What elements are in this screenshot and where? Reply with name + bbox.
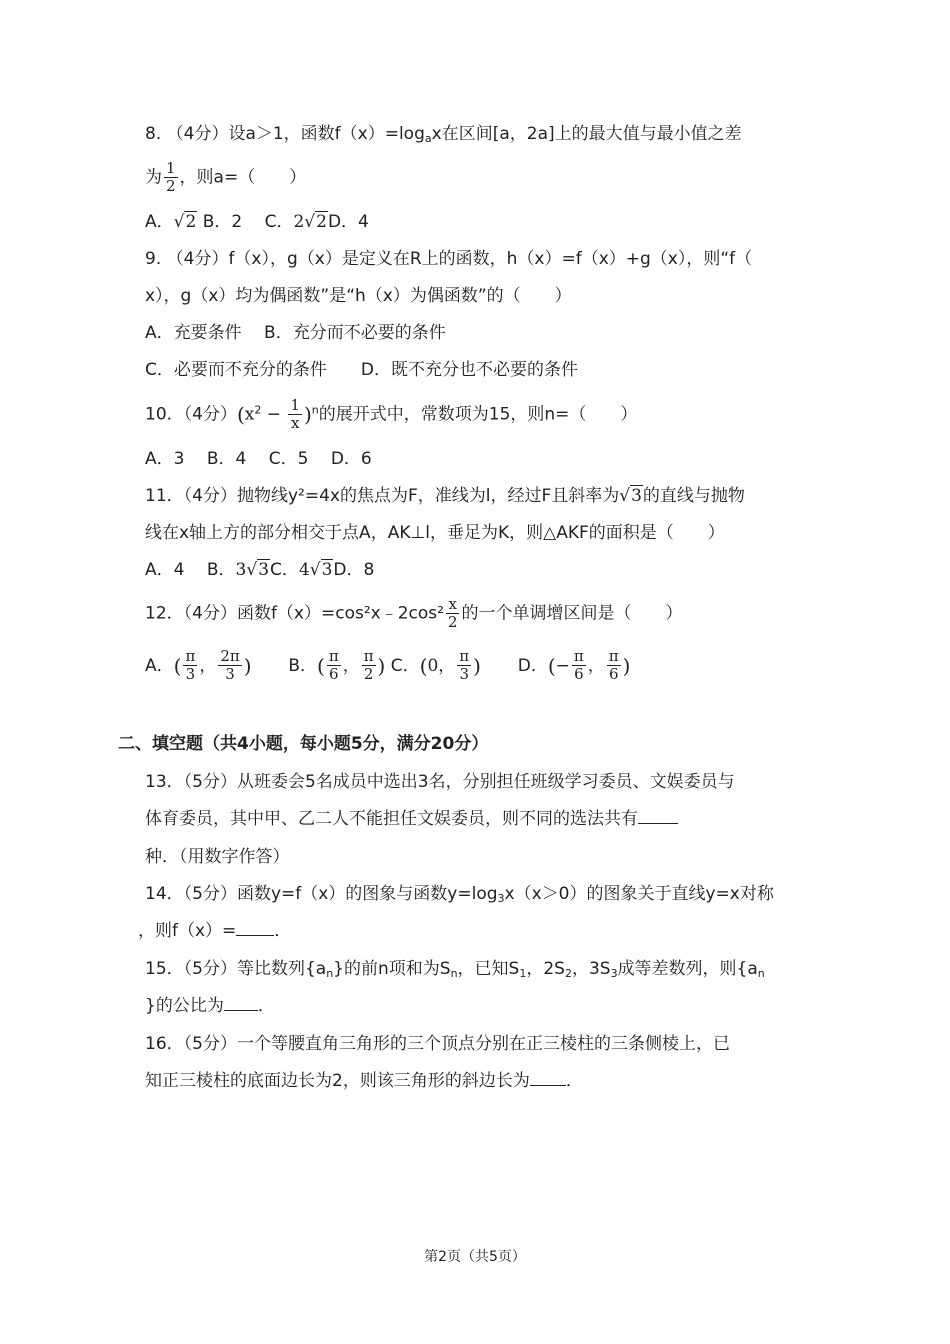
q12-option-a: A．( $\frac{\pi}{3}$ ， $\frac{2\pi}{3}$ ) bbox=[145, 647, 252, 683]
q16-stem-line1: 16．（5分）一个等腰直角三角形的三个顶点分别在正三棱柱的三条侧棱上，已 bbox=[145, 1034, 730, 1054]
q8-stem-line1: 8. （4分）设a＞1，函数$f(x)=\log_ax$在区间[a，2a]上的最大值与最小值之差 bbox=[145, 124, 742, 145]
section-heading: 二、填空题（共4小题，每小题5分，满分20分） bbox=[118, 734, 489, 754]
sqrt-symbol: √2 bbox=[173, 212, 197, 232]
sqrt-symbol: 3√3 bbox=[235, 560, 270, 580]
fraction-one-over-x: $\frac{1}{x}$ bbox=[290, 396, 300, 432]
q12-options bbox=[145, 648, 630, 683]
q8-stem-line2: 为 $\frac{1}{2}$ ，则a=（ ） bbox=[145, 159, 307, 195]
page-footer: 第2页（共5页） bbox=[424, 1249, 526, 1265]
q13-stem-line1: 13．（5分）从班委会5名成员中选出3名，分别担任班级学习委员、文娱委员与 bbox=[145, 772, 735, 792]
q10-stem: 10．（4分）($x^2$ − $\frac{1}{x}$ )$^n$的展开式中，常数项为15，则n=（ ） bbox=[145, 396, 638, 432]
q15-stem-line1: 15．（5分）等比数列$\{a_n\}$的前n项和为$S_n$，已知$S_1$，$2S_2$，$3S_3$成等差数列，则{$a_n$ bbox=[145, 959, 765, 980]
q11-options: A．4 B．3√3C．4√3D．8 bbox=[145, 560, 375, 580]
answer-blank bbox=[224, 1010, 258, 1011]
q14-stem-line1: 14．（5分）函数y=f（x）的图象与函数$y=\log_3x(x>0)$的图象关于直线y=x对称 bbox=[145, 884, 774, 905]
q12-stem: 12．（4分）函数f（x）=cos²x﹣2cos² $\frac{x}{2}$ 的一个单调增区间是（ ） bbox=[145, 595, 683, 631]
q13-stem-line3: 种．（用数字作答） bbox=[145, 847, 290, 867]
q9-stem-line1: 9. （4分）f（x），g（x）是定义在R上的函数，h（x）=f（x）+g（x），则“f（ bbox=[145, 249, 753, 269]
answer-blank bbox=[236, 935, 274, 936]
fraction-x-over-2: $\frac{x}{2}$ bbox=[447, 595, 458, 631]
q10-options: A．3 B．4 C．5 D．6 bbox=[145, 449, 372, 469]
q11-stem-line1: 11．（4分）抛物线y²=4x的焦点为F，准线为l，经过F且斜率为√3的直线与抛物 bbox=[145, 486, 745, 506]
sqrt-symbol: √3 bbox=[619, 486, 642, 506]
q12-option-b: B．( $\frac{\pi}{6}$ ， $\frac{\pi}{2}$ ) bbox=[288, 647, 386, 683]
q16-stem-line2: 知正三棱柱的底面边长为2，则该三角形的斜边长为 ． bbox=[145, 1071, 583, 1091]
fraction-one-half: $\frac{1}{2}$ bbox=[166, 159, 176, 195]
answer-blank bbox=[530, 1085, 566, 1086]
q12-option-c: C．(0， $\frac{\pi}{3}$ ) bbox=[390, 647, 481, 683]
q15-stem-line2: }的公比为 ． bbox=[145, 996, 275, 1016]
q9-options-cd: C．必要而不充分的条件 D．既不充分也不必要的条件 bbox=[145, 360, 578, 380]
q13-stem-line2: 体育委员，其中甲、乙二人不能担任文娱委员，则不同的选法共有 bbox=[145, 807, 678, 831]
sqrt-symbol: 2√2 bbox=[293, 212, 327, 232]
q8-options: A．√2 B．2 C．2√2D．4 bbox=[145, 212, 369, 232]
q9-options-ab: A．充要条件 B．充分而不必要的条件 bbox=[145, 323, 446, 343]
q14-stem-line2: ，则f（x）= ． bbox=[138, 921, 292, 941]
q12-option-d: D．(− $\frac{\pi}{6}$ ， $\frac{\pi}{6}$ ) bbox=[517, 647, 631, 683]
q9-stem-line2: x），g（x）均为偶函数”是“h（x）为偶函数”的（ ） bbox=[145, 286, 572, 306]
q11-stem-line2: 线在x轴上方的部分相交于点A，AK⊥l，垂足为K，则△AKF的面积是（ ） bbox=[145, 523, 725, 543]
answer-blank bbox=[638, 823, 678, 824]
sqrt-symbol: 4√3 bbox=[298, 560, 333, 580]
